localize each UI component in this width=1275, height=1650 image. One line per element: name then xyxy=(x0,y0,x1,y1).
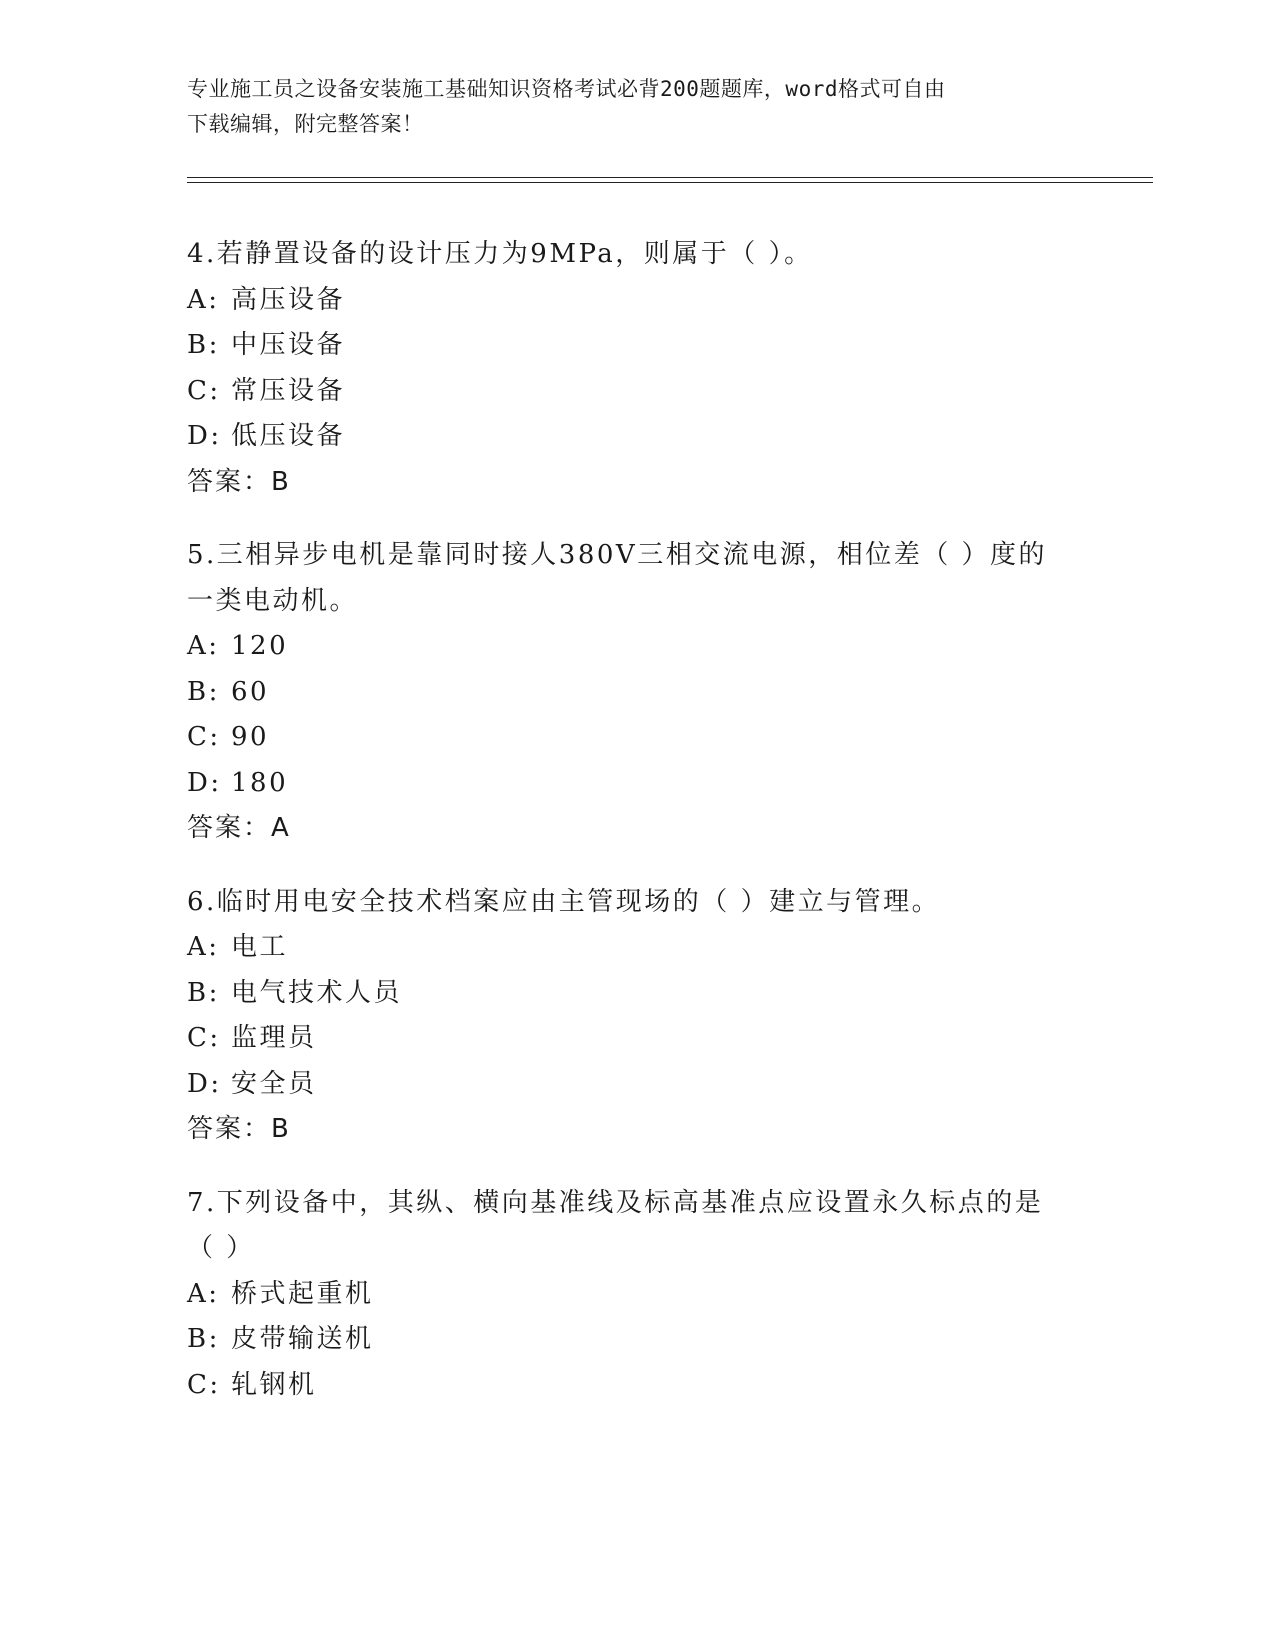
option-text: 电气技术人员 xyxy=(231,977,403,1008)
option-d xyxy=(187,414,1087,460)
option-a xyxy=(187,624,1087,670)
option-text: 监理员 xyxy=(231,1023,317,1053)
option-text: 120 xyxy=(231,631,289,661)
option-c xyxy=(187,369,1087,415)
option-letter: D: xyxy=(187,1068,222,1099)
option-letter: B: xyxy=(187,977,220,1008)
option-a xyxy=(187,278,1087,324)
option-text: 电工 xyxy=(231,932,289,962)
option-letter: B: xyxy=(187,1324,220,1354)
option-text: 桥式起重机 xyxy=(231,1278,374,1309)
option-b xyxy=(187,1317,1087,1363)
option-d xyxy=(187,761,1087,807)
question-7 xyxy=(187,1181,1087,1409)
option-letter: D: xyxy=(187,421,222,451)
option-b xyxy=(187,971,1087,1017)
answer-line: 答案：B xyxy=(187,466,291,497)
option-letter: B: xyxy=(187,330,220,360)
option-text: 低压设备 xyxy=(231,421,346,451)
question-4 xyxy=(187,232,1087,505)
option-b xyxy=(187,323,1087,369)
header-line-1: 专业施工员之设备安装施工基础知识资格考试必背200题题库，word格式可自由 xyxy=(187,77,946,101)
option-a xyxy=(187,1272,1087,1318)
question-stem: 7.下列设备中，其纵、横向基准线及标高基准点应设置永久标点的是 （ ） xyxy=(187,1187,1044,1263)
option-d xyxy=(187,1062,1087,1108)
question-list xyxy=(187,232,1087,1436)
option-letter: C: xyxy=(187,1369,221,1400)
option-letter: C: xyxy=(187,375,221,406)
option-text: 常压设备 xyxy=(231,375,346,406)
option-text: 90 xyxy=(231,722,270,752)
option-text: 皮带输送机 xyxy=(231,1324,374,1354)
option-letter: C: xyxy=(187,1023,221,1053)
option-text: 安全员 xyxy=(231,1068,317,1099)
option-text: 轧钢机 xyxy=(231,1369,317,1400)
option-text: 60 xyxy=(231,676,270,707)
question-6 xyxy=(187,880,1087,1153)
option-c xyxy=(187,1363,1087,1409)
option-text: 中压设备 xyxy=(231,330,346,360)
question-stem: 5.三相异步电机是靠同时接人380V三相交流电源，相位差（ ）度的 一类电动机。 xyxy=(187,540,1047,616)
option-b xyxy=(187,670,1087,716)
question-stem: 6.临时用电安全技术档案应由主管现场的（ ）建立与管理。 xyxy=(187,886,941,917)
option-letter: A: xyxy=(187,932,220,962)
option-text: 180 xyxy=(231,767,289,798)
question-5 xyxy=(187,533,1087,852)
header-line-2: 下载编辑，附完整答案！ xyxy=(187,112,424,136)
option-letter: D: xyxy=(187,767,222,798)
header-divider-bottom xyxy=(187,182,1153,183)
option-letter: A: xyxy=(187,1278,220,1309)
option-letter: A: xyxy=(187,631,220,661)
option-a xyxy=(187,925,1087,971)
option-letter: C: xyxy=(187,722,221,752)
option-letter: B: xyxy=(187,676,220,707)
question-stem: 4.若静置设备的设计压力为9MPa，则属于（ ）。 xyxy=(187,239,813,269)
header-divider-top xyxy=(187,177,1153,178)
answer-line: 答案：A xyxy=(187,813,291,843)
option-c xyxy=(187,715,1087,761)
option-letter: A: xyxy=(187,284,220,315)
option-text: 高压设备 xyxy=(231,284,346,315)
option-c xyxy=(187,1016,1087,1062)
document-header xyxy=(187,72,1067,142)
answer-line: 答案：B xyxy=(187,1114,291,1144)
